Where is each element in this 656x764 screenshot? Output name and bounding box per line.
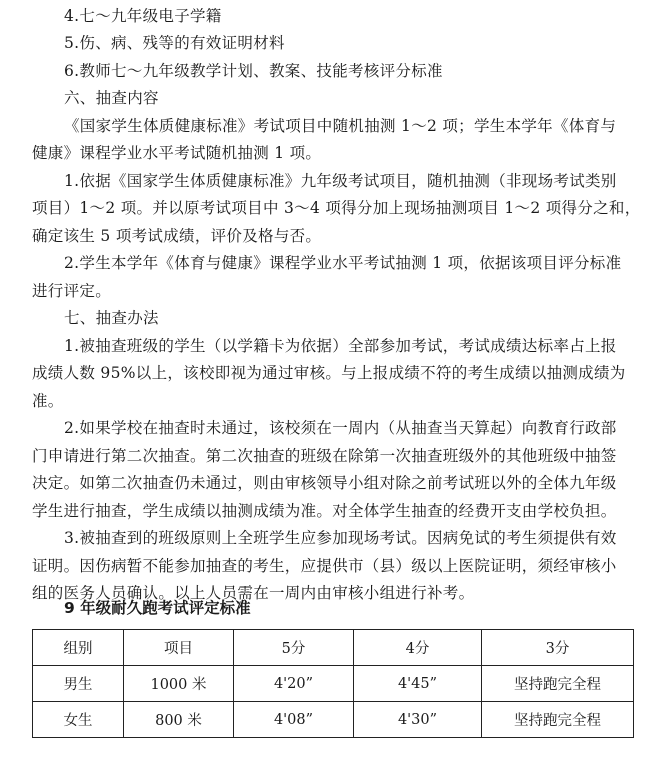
paragraph-line: 确定该生 5 项考试成绩，评价及格与否。 [32,227,322,245]
paragraph-line: 进行评定。 [32,282,112,300]
paragraph-line: 门申请进行第二次抽查。第二次抽查的班级在除第一次抽查班级外的其他班级中抽签 [32,447,617,465]
paragraph-line: 成绩人数 95%以上，该校即视为通过审核。与上报成绩不符的考生成绩以抽测成绩为 [32,364,626,382]
section-heading: 六、抽查内容 [64,89,159,107]
paragraph-line: 准。 [32,392,64,410]
paragraph-line: 2.学生本学年《体育与健康》课程学业水平考试抽测 1 项，依据该项目评分标准 [64,254,622,272]
header-cell: 5分 [234,630,354,666]
header-cell: 组别 [33,630,124,666]
paragraph-line: 证明。因伤病暂不能参加抽查的考生，应提供市（县）级以上医院证明，须经审核小 [32,557,617,575]
paragraph-line: 1.被抽查班级的学生（以学籍卡为依据）全部参加考试，考试成绩达标率占上报 [64,337,617,355]
table-cell: 男生 [33,666,124,702]
paragraph-line: 1.依据《国家学生体质健康标准》九年级考试项目，随机抽测（非现场考试类别 [64,172,617,190]
table-row [33,666,634,702]
paragraph-line: 项目）1～2 项。并以原考试项目中 3～4 项得分加上现场抽测项目 1～2 项得分之和， [32,199,641,217]
table-cell: 4'45” [354,666,482,702]
table-cell: 女生 [33,702,124,738]
table-cell: 4'30” [354,702,482,738]
list-item: 6.教师七～九年级教学计划、教案、技能考核评分标准 [64,62,443,80]
table-header-row [33,630,634,666]
table-cell: 4'20” [234,666,354,702]
table-title: 9 年级耐久跑考试评定标准 [64,599,251,617]
table-cell: 坚持跑完全程 [482,666,634,702]
header-cell: 3分 [482,630,634,666]
paragraph-line: 决定。如第二次抽查仍未通过，则由审核领导小组对除之前考试班以外的全体九年级 [32,474,617,492]
paragraph-line: 健康》课程学业水平考试随机抽测 1 项。 [32,144,322,162]
header-cell: 4分 [354,630,482,666]
paragraph-line: 《国家学生体质健康标准》考试项目中随机抽测 1～2 项；学生本学年《体育与 [64,117,617,135]
paragraph-line: 学生进行抽查，学生成绩以抽测成绩为准。对全体学生抽查的经费开支由学校负担。 [32,502,617,520]
section-heading: 七、抽查办法 [64,309,159,327]
list-item: 4.七～九年级电子学籍 [64,7,222,25]
table-cell: 1000 米 [124,666,234,702]
paragraph-line: 2.如果学校在抽查时未通过，该校须在一周内（从抽查当天算起）向教育行政部 [64,419,617,437]
table-cell: 4'08” [234,702,354,738]
table-row [33,702,634,738]
paragraph-line: 3.被抽查到的班级原则上全班学生应参加现场考试。因病免试的考生须提供有效 [64,529,617,547]
table-cell: 坚持跑完全程 [482,702,634,738]
list-item: 5.伤、病、残等的有效证明材料 [64,34,285,52]
header-cell: 项目 [124,630,234,666]
endurance-run-standards-table [32,629,634,738]
table-cell: 800 米 [124,702,234,738]
paragraph-line: 组的医务人员确认。以上人员需在一周内由审核小组进行补考。 [32,584,475,602]
